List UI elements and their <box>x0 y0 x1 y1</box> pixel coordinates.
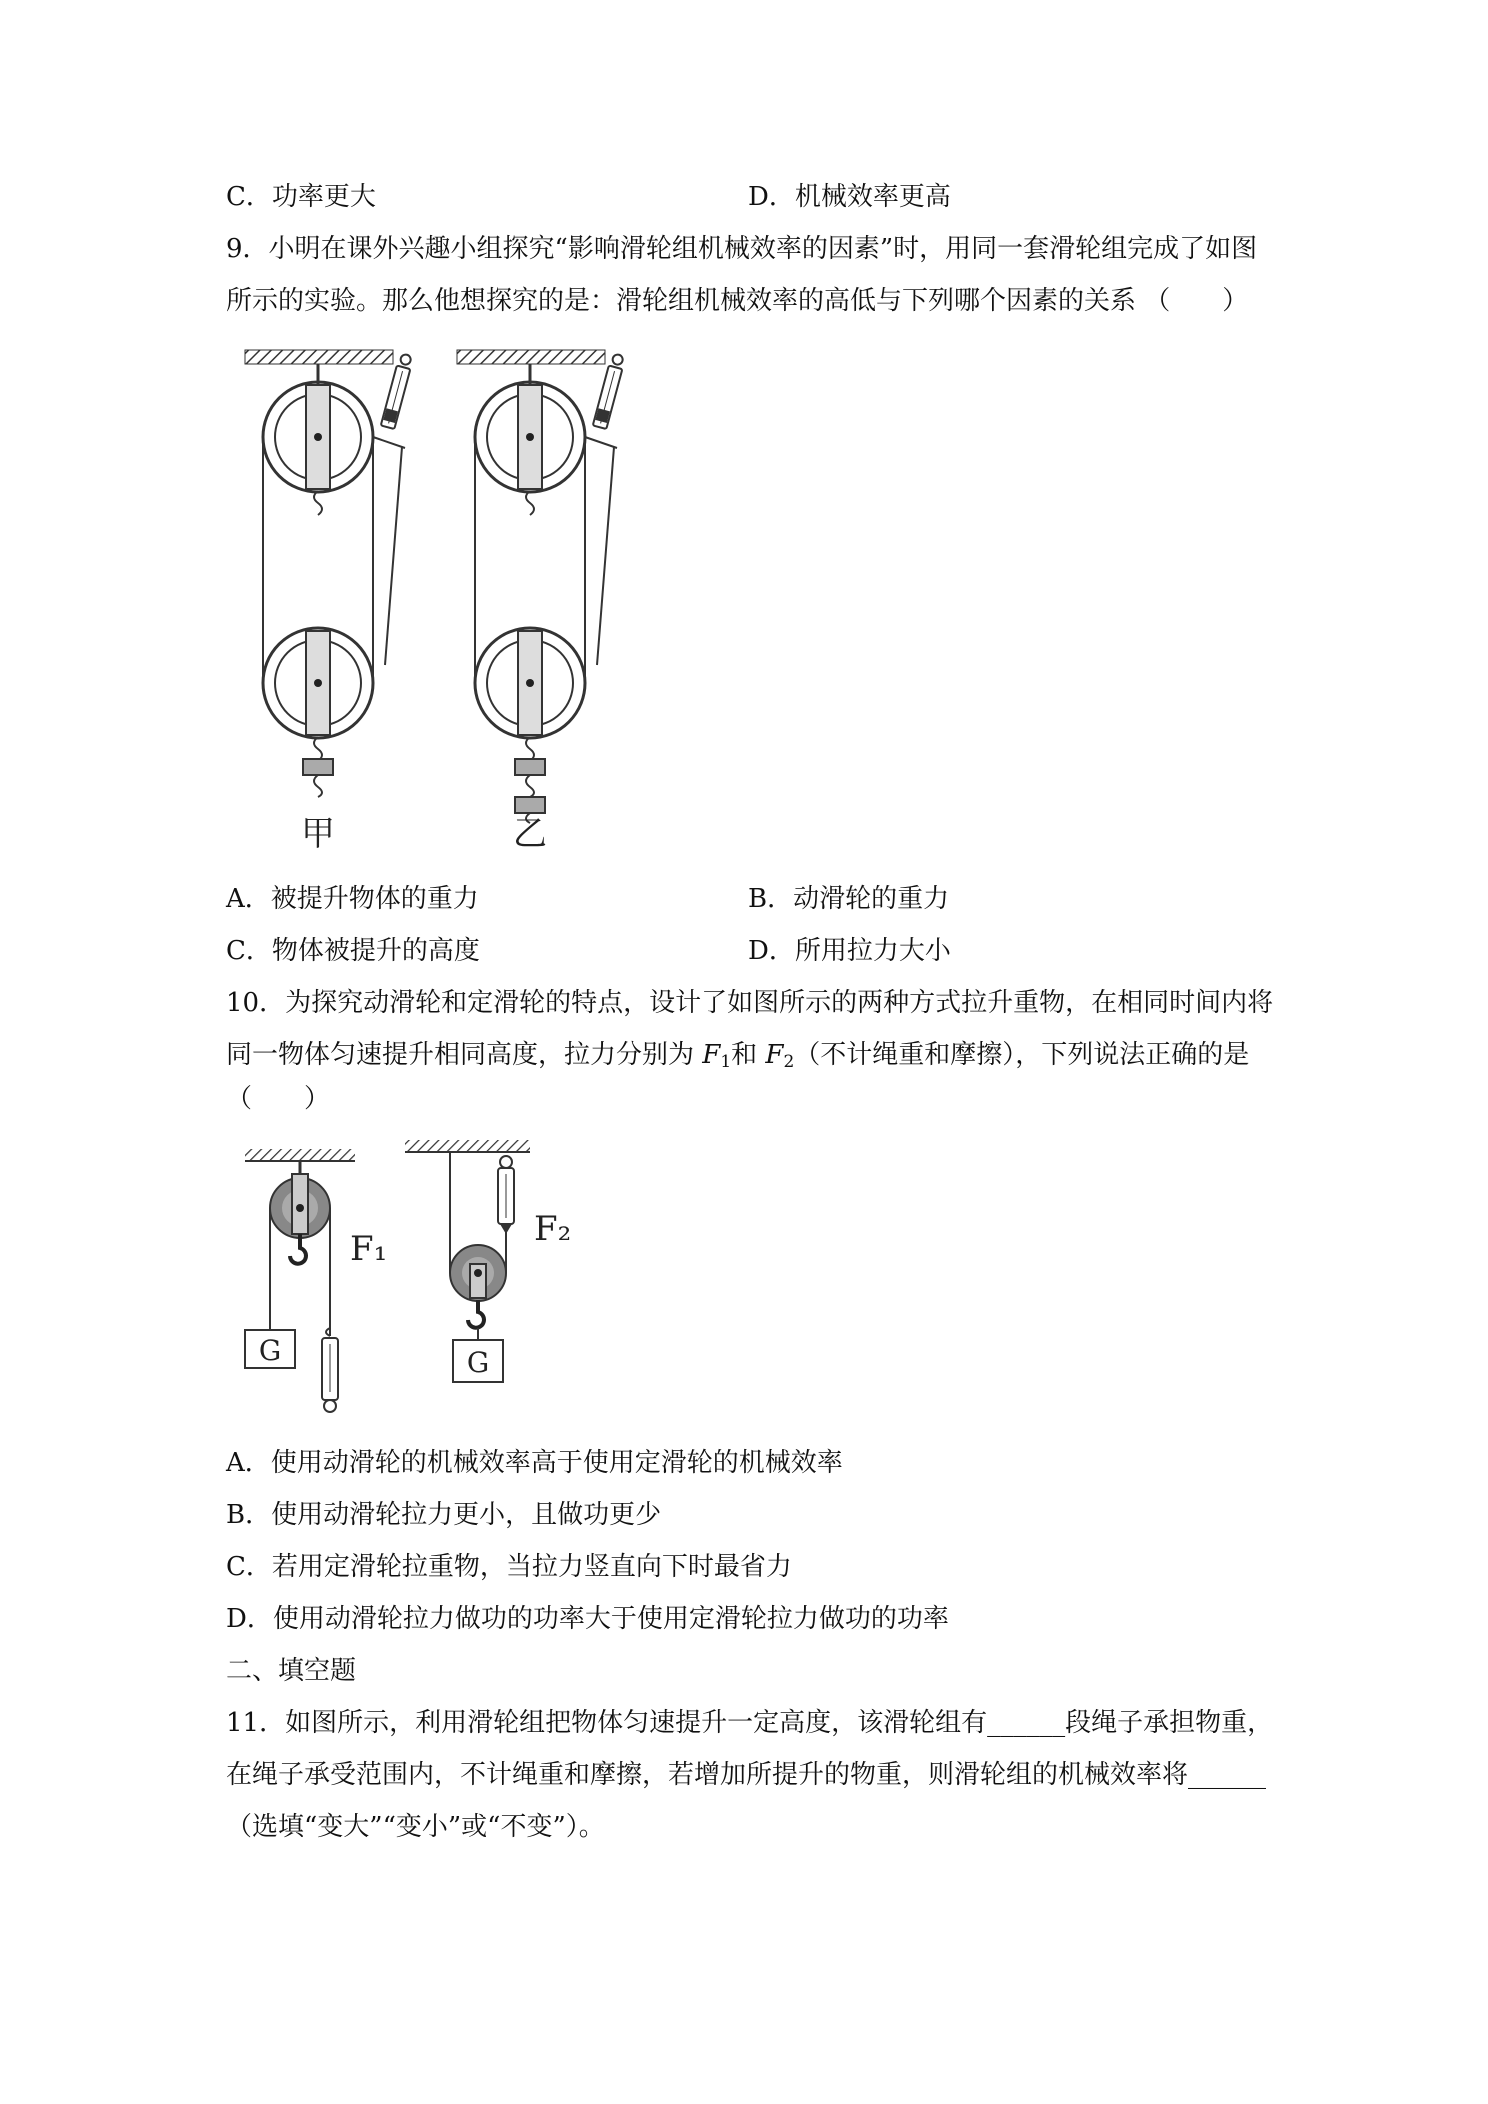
weight-g-right: G <box>466 1346 490 1379</box>
q10-option-d: D．使用动滑轮拉力做功的功率大于使用定滑轮拉力做功的功率 <box>226 1604 949 1634</box>
q10-option-a: A．使用动滑轮的机械效率高于使用定滑轮的机械效率 <box>226 1448 843 1478</box>
figure-label-jia: 甲 <box>301 814 335 854</box>
movable-pulley-setup <box>405 1140 571 1382</box>
q9-option-b: B．动滑轮的重力 <box>748 884 950 914</box>
q10-stem-line1: 10．为探究动滑轮和定滑轮的特点，设计了如图所示的两种方式拉升重物，在相同时间内将 <box>226 988 1274 1018</box>
q9-option-c: C．物体被提升的高度 <box>226 936 480 966</box>
q9-option-a: A．被提升物体的重力 <box>226 884 479 914</box>
section-title: 二、填空题 <box>226 1656 357 1686</box>
figure-label-yi: 乙 <box>513 814 547 854</box>
weight-g-left: G <box>258 1334 282 1367</box>
q10-option-b: B．使用动滑轮拉力更小，且做功更少 <box>226 1500 662 1530</box>
q10-stem-line2: 同一物体匀速提升相同高度，拉力分别为 $F_1$和 $F_2$（不计绳重和摩擦），下列说法正确的是 <box>226 1040 1250 1072</box>
q9-option-d: D．所用拉力大小 <box>748 936 951 966</box>
pulley-setup-jia <box>245 350 414 797</box>
q9-stem-line2: 所示的实验。那么他想探究的是：滑轮组机械效率的高低与下列哪个因素的关系 （ ） <box>226 286 1249 316</box>
fixed-pulley-setup <box>245 1149 387 1412</box>
pulley-setup-yi <box>457 350 626 823</box>
q11-line3: （选填“变大”“变小”或“不变”）。 <box>226 1812 605 1842</box>
q8-option-d: D．机械效率更高 <box>748 182 951 212</box>
spring-scale-icon <box>498 1156 514 1234</box>
q10-stem-line3: （ ） <box>226 1084 331 1114</box>
q10-pulley-figure <box>240 1140 600 1430</box>
spring-scale-icon <box>322 1328 338 1412</box>
q8-option-c: C．功率更大 <box>226 182 376 212</box>
label-f2: F₂ <box>534 1209 572 1249</box>
q11-line2: 在绳子承受范围内，不计绳重和摩擦，若增加所提升的物重，则滑轮组的机械效率将______ <box>226 1760 1267 1790</box>
q9-pulley-figure <box>230 345 650 865</box>
q10-option-c: C．若用定滑轮拉重物，当拉力竖直向下时最省力 <box>226 1552 792 1582</box>
q9-stem-line1: 9．小明在课外兴趣小组探究“影响滑轮组机械效率的因素”时，用同一套滑轮组完成了如图 <box>226 234 1258 264</box>
q11-line1: 11．如图所示，利用滑轮组把物体匀速提升一定高度，该滑轮组有______段绳子承担物重， <box>226 1708 1274 1738</box>
label-f1: F₁ <box>350 1229 388 1269</box>
